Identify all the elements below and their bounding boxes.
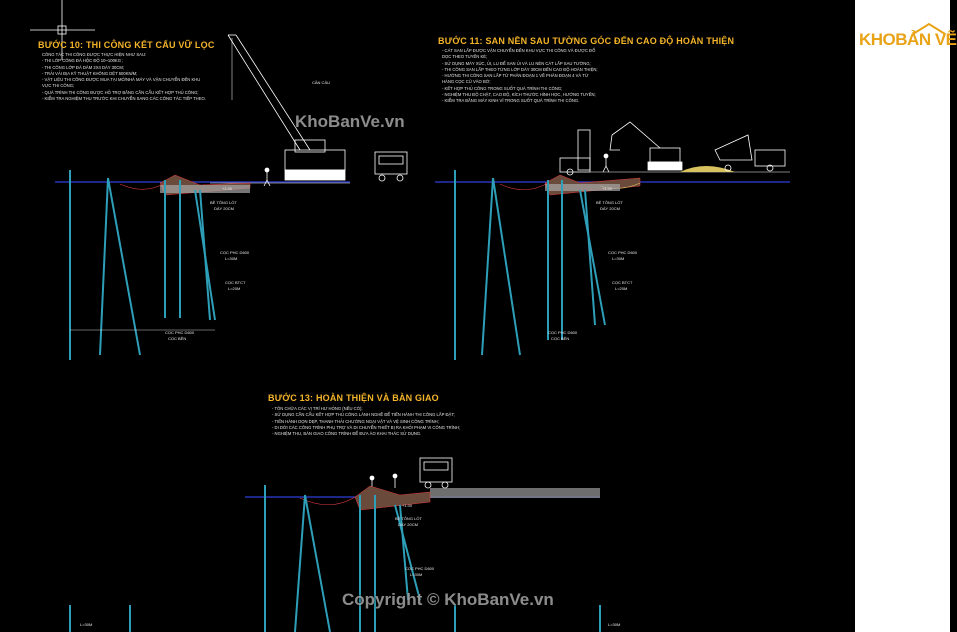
- crane-label: CẦN CẨU: [312, 80, 331, 85]
- pile2-length-label: L=20M: [228, 286, 241, 291]
- layer-label: BÊ TÔNG LÓT: [596, 200, 623, 205]
- step11-title: BƯỚC 11: SAN NỀN SAU TƯỜNG GÓC ĐẾN CAO ĐỘ HOÀN THIỆN: [438, 36, 735, 46]
- base-pile-label: CỌC PHC D600: [165, 330, 195, 335]
- workers-group-icon: [370, 474, 397, 488]
- truck-icon: [375, 152, 407, 181]
- level-label: +1.00: [402, 503, 413, 508]
- dump-truck-icon: [715, 135, 785, 171]
- pile2-label: CỌC BTCT: [225, 280, 246, 285]
- note-line: - CÁT SAN LẤP ĐƯỢC VẬN CHUYỂN ĐẾN KHU VỰC THI CÔNG VÀ ĐƯỢC ĐỔ: [442, 48, 596, 53]
- logo-text: [859, 30, 957, 50]
- pile-length-label: L=30M: [80, 622, 93, 627]
- note-line: - THI CÔNG LỚP ĐÁ DĂM 2X4 DÀY 30CM;: [42, 64, 125, 70]
- pile-label: CỌC PHC D600: [220, 250, 250, 255]
- step10-notes: [42, 52, 206, 102]
- layer-label: BÊ TÔNG LÓT: [210, 200, 237, 205]
- step10-concrete-slab: [160, 185, 250, 193]
- step11-section: [435, 122, 790, 360]
- layer-thickness-label: DÀY 20CM: [214, 206, 234, 211]
- layer-thickness-label: DÀY 20CM: [600, 206, 620, 211]
- step13-notes: [272, 406, 460, 437]
- base-pile2-label: CỌC BÊN: [168, 336, 187, 341]
- crane-icon: [228, 35, 345, 180]
- watermark-copyright: Copyright © KhoBanVe.vn: [342, 590, 554, 609]
- note-line: - VẬT LIỆU THI CÔNG ĐƯỢC MUA TẠI MỎ/NHÀ MÁY VÀ VẬN CHUYỂN ĐẾN KHU: [42, 77, 201, 83]
- pile2-length-label: L=20M: [615, 286, 628, 291]
- pile-label: CỌC PHC D600: [608, 250, 638, 255]
- level-label: +1.00: [602, 186, 613, 191]
- note-line: - THI LỚP CÔNG ĐÁ HỘC ĐỘ 10~100KG ;: [42, 58, 124, 64]
- note-line: - HƯỚNG THI CÔNG SAN LẤP TỪ PHÂN ĐOẠN 1 VỀ PHÂN ĐOẠN 4 VÀ TỪ: [442, 73, 589, 79]
- note-line: - KIỂM TRA BẰNG MÁY KINH VĨ TRONG SUỐT QUÁ TRÌNH THI CÔNG.: [442, 98, 580, 104]
- note-line: - QUÁ TRÌNH THI CÔNG ĐƯỢC HỖ TRỢ BẰNG CẦN CẨU KẾT HỢP THỦ CÔNG;: [42, 89, 199, 95]
- layer-thickness-label: DÀY 20CM: [398, 522, 418, 527]
- logo-banve: BẢN VẼ: [895, 30, 957, 49]
- note-line: - TRẢI VẢI ĐỊA KỸ THUẬT KHÔNG DỆT 500KN/M;: [42, 70, 138, 76]
- step11-piles: [455, 170, 605, 360]
- pile-length-label: L=30M: [612, 256, 625, 261]
- level-label: +1.00: [222, 186, 233, 191]
- worker-icon: [603, 154, 609, 172]
- note-line: CÔNG TÁC THI CÔNG ĐƯỢC THỰC HIỆN NHƯ SAU:: [42, 52, 147, 57]
- note-line: - DI DỜI CÁC CÔNG TRÌNH PHỤ TRỢ VÀ DI CHUYỂN THIẾT BỊ RA KHỎI PHẠM VI CÔNG TRÌNH;: [272, 424, 461, 430]
- step11-notes: [442, 48, 598, 105]
- note-line: - NGHIỆM THU, BÀN GIAO CÔNG TRÌNH ĐỂ ĐƯA ÀO KHAI THÁC SỬ DỤNG.: [272, 431, 422, 437]
- note-line: - SỬ DỤNG CẦN CẨU KẾT HỢP THỦ CÔNG LÀNH NGHỀ ĐỂ TIẾN HÀNH THI CÔNG LẮP ĐẶT;: [272, 412, 455, 418]
- note-line: - KIỂM TRA NGHIỆM THU TRƯỚC KHI CHUYỂN SANG CÁC CÔNG TÁC TIẾP THEO.: [42, 96, 206, 102]
- note-line: - NGHIỆM THU ĐỘ CHẶT, CAO ĐỘ, KÍCH THƯỚC HÌNH HỌC, HƯỚNG TUYẾN;: [442, 92, 596, 98]
- finished-surface: [430, 488, 600, 498]
- base-pile-label: CỌC PHC D600: [548, 330, 578, 335]
- logo-panel: [855, 0, 957, 632]
- note-line: VỰC THI CÔNG;: [42, 83, 75, 89]
- watermark-center: KhoBanVe.vn: [295, 112, 405, 131]
- pile-length-label: L=30M: [608, 622, 621, 627]
- cad-crosshair-icon: [30, 0, 95, 60]
- note-line: - SỬ DỤNG MÁY XÚC, ỦI, LU ĐỂ SAN ỦI VÀ LU NÈN CÁT LẤP SAU TƯỜNG;: [442, 60, 591, 66]
- truck-icon: [420, 458, 452, 488]
- note-line: DỌC THEO TUYẾN KÈ;: [442, 54, 488, 60]
- note-line: - THI CÔNG SAN LẤP THEO TỪNG LỚP DÀY 30CM ĐẾN CAO ĐỘ HOÀN THIỆN;: [442, 66, 598, 72]
- pile-length-label: L=30M: [225, 256, 238, 261]
- logo-kho: KHO: [859, 30, 896, 49]
- pile2-label: CỌC BTCT: [612, 280, 633, 285]
- note-line: - KẾT HỢP THỦ CÔNG TRONG SUỐT QUÁ TRÌNH THI CÔNG;: [442, 85, 563, 91]
- layer-label: BÊ TÔNG LÓT: [395, 516, 422, 521]
- step13-title: BƯỚC 13: HOÀN THIỆN VÀ BÀN GIAO: [268, 393, 439, 403]
- excavator-icon: [610, 122, 682, 170]
- note-line: - TIẾN HÀNH DỌN DẸP, THANH THẢI CHƯỚNG NGẠI VẬT VÀ VỆ SINH CÔNG TRÌNH;: [272, 418, 439, 424]
- roller-icon: [560, 130, 590, 175]
- step10-title: BƯỚC 10: THI CÔNG KẾT CẤU VỮ LỌC: [38, 40, 215, 50]
- note-line: HÀNG CỌC CŨ VÀO BỜ;: [442, 79, 491, 85]
- khobanve-logo[interactable]: [859, 22, 957, 62]
- note-line: - TÔN CHỮA CÁC VỊ TRÍ HƯ HỎNG (NẾU CÓ);: [272, 406, 363, 411]
- pile-length-label: L=30M: [410, 572, 423, 577]
- base-pile2-label: CỌC BÊN: [551, 336, 570, 341]
- pile-label: CỌC PHC D600: [405, 566, 435, 571]
